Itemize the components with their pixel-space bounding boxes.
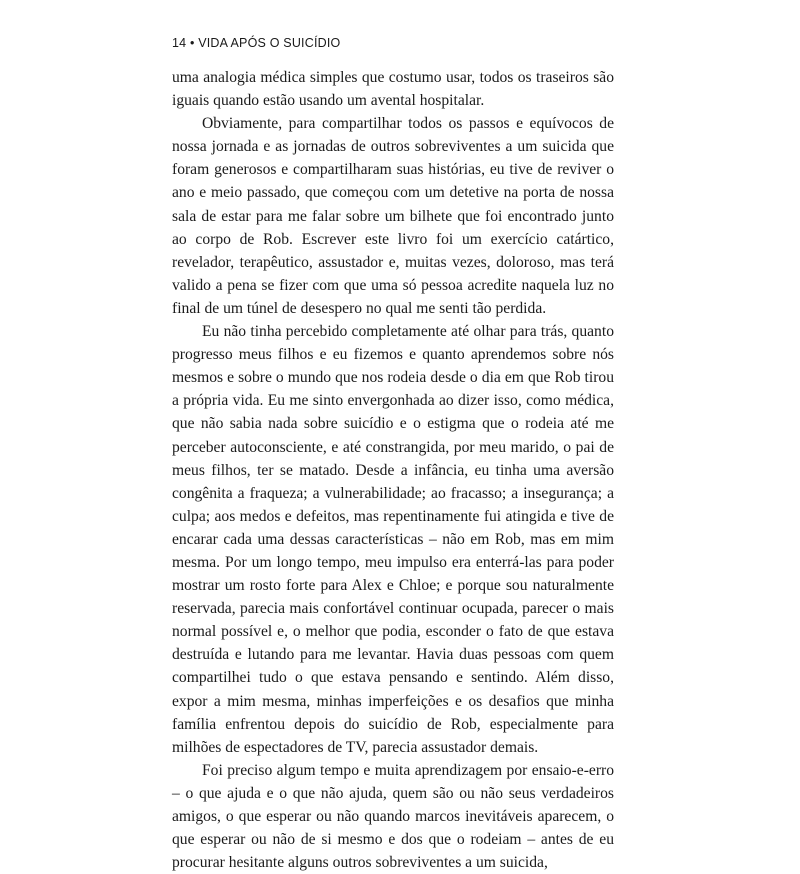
paragraph-4: Foi preciso algum tempo e muita aprendizagem por ensaio-e-erro – o que ajuda e o que não ajuda, quem são ou não seus verdadeiros amigos, o que esperar ou não quando marcos inevitáveis aparecem, o que esperar ou não de si mesmo e dos que o rodeiam – antes de eu procurar hesitante alguns outros sobreviventes a um suicida, [172, 761, 614, 872]
paragraph-1: uma analogia médica simples que costumo usar, todos os traseiros são iguais quando estão usando um avental hospitalar. [172, 69, 614, 110]
running-head: 14 • VIDA APÓS O SUICÍDIO [172, 36, 341, 50]
paragraph-3: Eu não tinha percebido completamente até olhar para trás, quanto progresso meus filhos e eu fizemos e quanto aprendemos sobre nós mesmos e sobre o mundo que nos rodeia desde o dia em que Rob tirou a própria vida. Eu me sinto envergonhada ao dizer isso, como médica, que não sabia nada sobre suicídio e o estigma que o rodeia até me perceber autoconsciente, e até constrangida, por meu marido, o pai de meus filhos, ter se matado. Desde a infância, eu tinha uma aversão congênita a fraqueza; a vulnerabilidade; ao fracasso; a insegurança; a culpa; aos medos e defeitos, mas repentinamente fui atingida e tive de encarar cada uma dessas características – não em Rob, mas em mim mesma. Por um longo tempo, meu impulso era enterrá-las para poder mostrar um rosto forte para Alex e Chloe; e porque sou naturalmente reservada, parecia mais confortável continuar ocupada, parecer o mais normal possível e, o melhor que podia, esconder o fato de que estava destruída e lutando para me levantar. Havia duas pessoas com quem compartilhei tudo o que estava pensando e sentindo. Além disso, expor a mim mesma, minhas imperfeições e os desafios que minha família enfrentou depois do suicídio de Rob, especialmente para milhões de espectadores de TV, parecia assustador demais. [172, 323, 614, 756]
body-text [172, 66, 614, 874]
paragraph-2: Obviamente, para compartilhar todos os passos e equívocos de nossa jornada e as jornadas de outros sobreviventes a um suicida que foram generosos e compartilharam suas histórias, eu tive de reviver o ano e meio passado, que começou com um detetive na porta de nossa sala de estar para me falar sobre um bilhete que foi encontrado junto ao corpo de Rob. Escrever este livro foi um exercício catártico, revelador, terapêutico, assustador e, muitas vezes, doloroso, mas terá valido a pena se fizer com que uma só pessoa acredite naquela luz no final de um túnel de desespero no qual me senti tão perdida. [172, 115, 614, 317]
